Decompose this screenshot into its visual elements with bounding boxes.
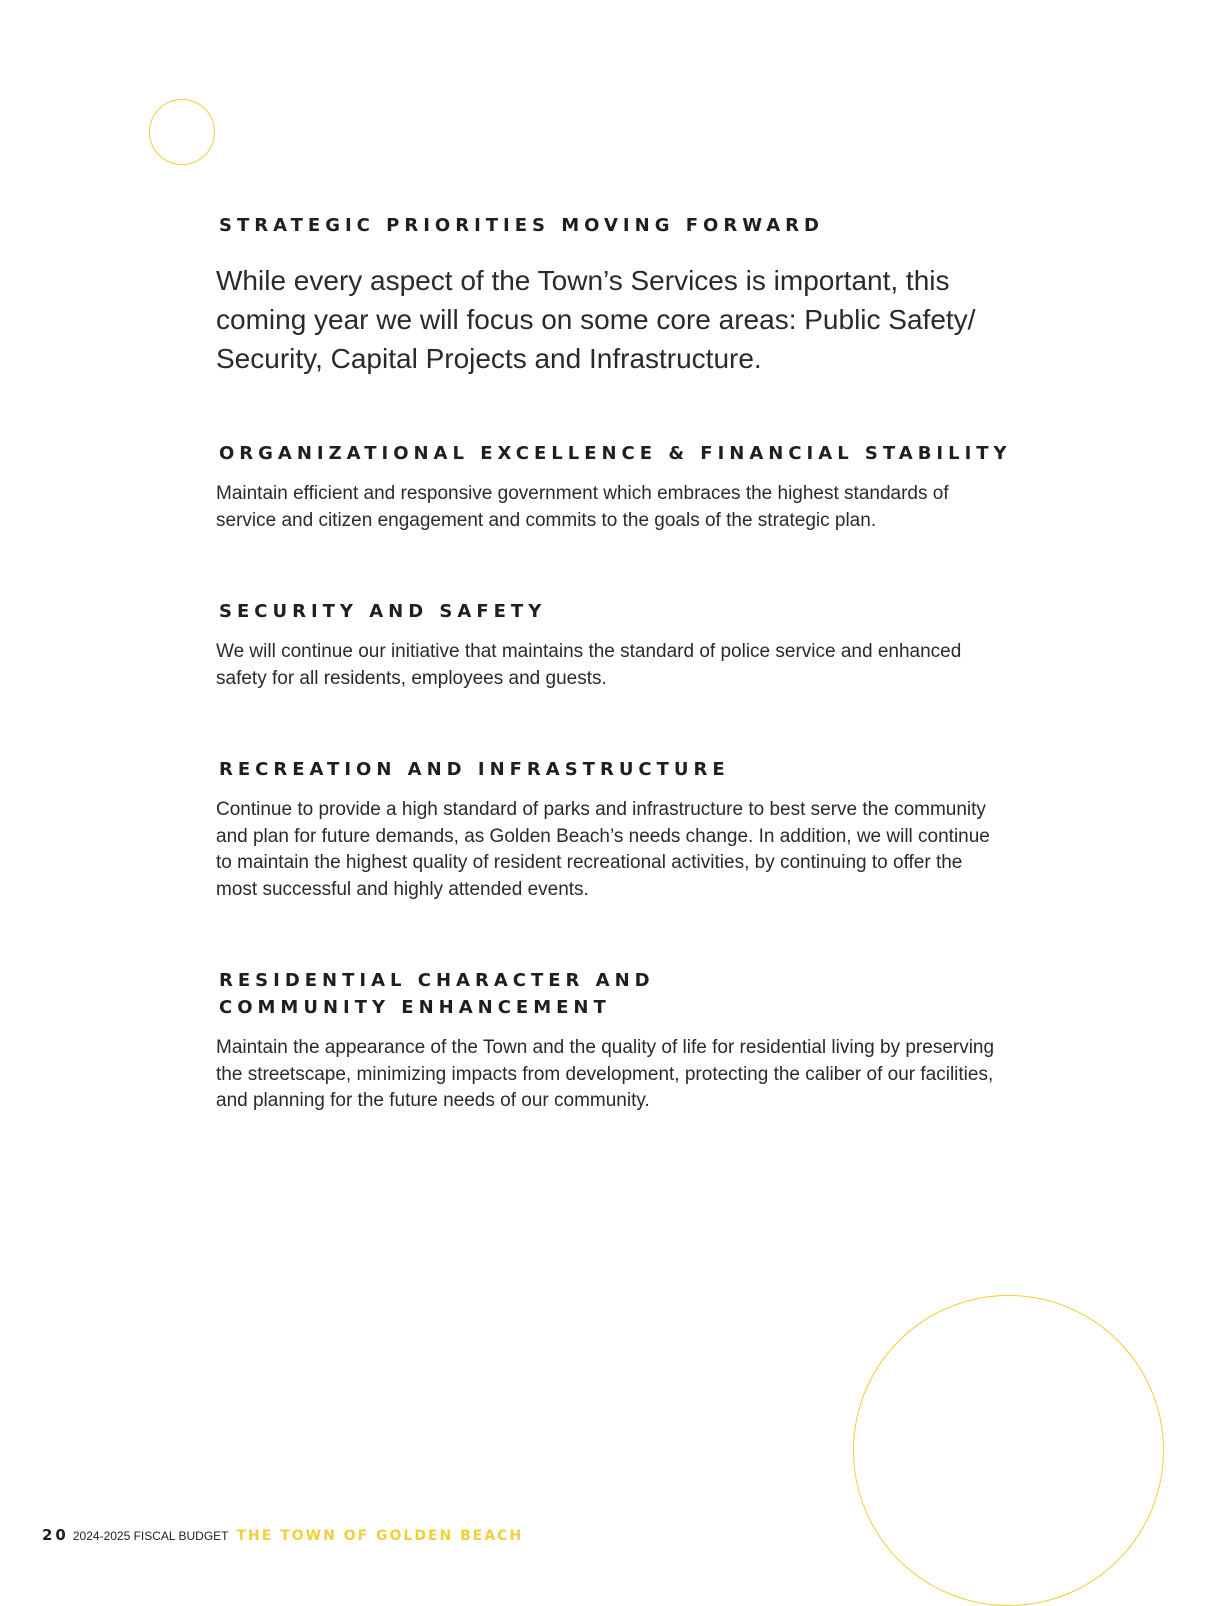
decorative-circle-small — [149, 99, 215, 165]
section-recreation-and-infrastructure — [216, 756, 1016, 903]
page-footer — [42, 1526, 523, 1544]
document-title: 2024-2025 FISCAL BUDGET — [72, 1529, 229, 1543]
section-body: Maintain efficient and responsive government which embraces the highest standards of service and citizen engagement and commits to the goals of the strategic plan. — [216, 483, 949, 531]
town-name: THE TOWN OF GOLDEN BEACH — [236, 1528, 524, 1544]
section-heading: RECREATION AND INFRASTRUCTURE — [219, 759, 730, 780]
section-residential-character — [216, 967, 1016, 1115]
section-body: Maintain the appearance of the Town and the quality of life for residential living by preserving the streetscape, minimizing impacts from development, protecting the caliber of our facilities, and planning for the future needs of our community. — [216, 1037, 995, 1111]
intro-paragraph: While every aspect of the Town’s Services is important, this coming year we will focus on some core areas: Public Safety/ Security, Capital Projects and Infrastructure. — [216, 265, 976, 374]
section-heading: RESIDENTIAL CHARACTER AND COMMUNITY ENHANCEMENT — [219, 970, 655, 1018]
section-heading: SECURITY AND SAFETY — [219, 601, 547, 622]
section-body: We will continue our initiative that maintains the standard of police service and enhanced safety for all residents, employees and guests. — [216, 641, 962, 689]
page-number: 20 — [42, 1526, 69, 1544]
main-content — [216, 212, 1016, 1115]
section-body: Continue to provide a high standard of parks and infrastructure to best serve the community and plan for future demands, as Golden Beach’s needs change. In addition, we will continue to maintain the highest quality of resident recreational activities, by continuing to offer the most successful and highly attended events. — [216, 799, 990, 900]
section-security-and-safety — [216, 598, 1016, 692]
decorative-circle-large — [853, 1295, 1164, 1606]
section-heading: ORGANIZATIONAL EXCELLENCE & FINANCIAL STABILITY — [219, 443, 1012, 464]
section-organizational-excellence — [216, 440, 1016, 534]
page-heading: STRATEGIC PRIORITIES MOVING FORWARD — [219, 215, 824, 236]
